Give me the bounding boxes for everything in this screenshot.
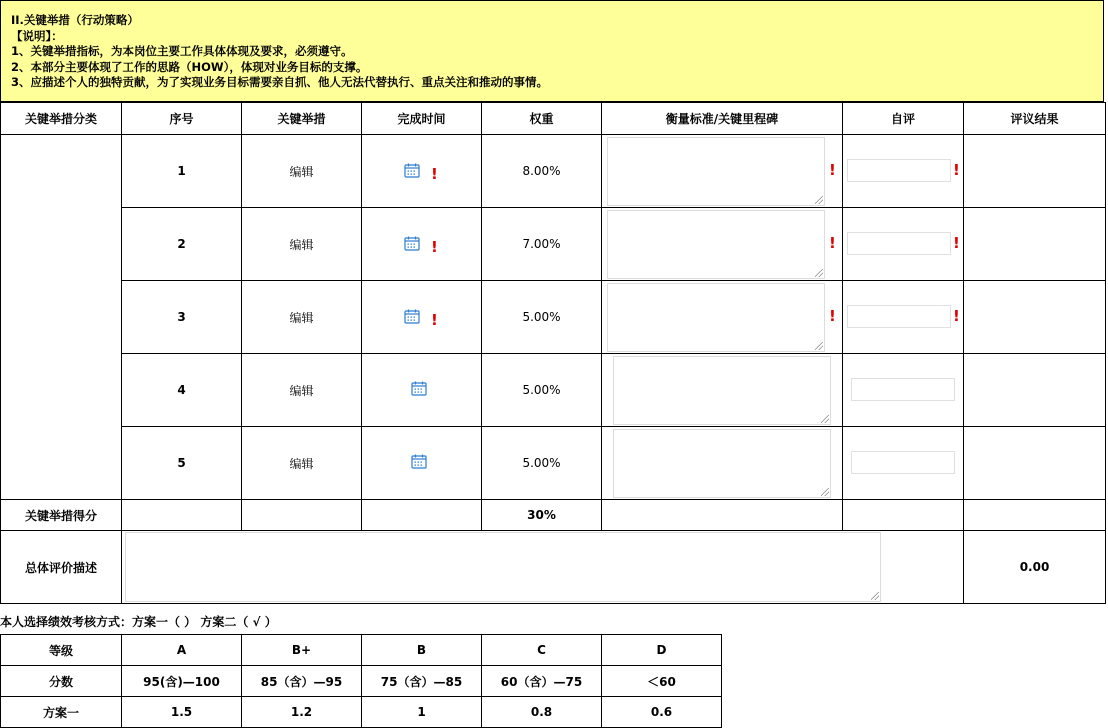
instruction-line-1: 1、关键举措指标，为本岗位主要工作具体体现及要求，必须遵守。 bbox=[11, 44, 353, 59]
row-no: 4 bbox=[122, 354, 242, 427]
criteria-cell bbox=[602, 281, 843, 354]
grade-cell: ＜60 bbox=[602, 666, 722, 697]
review-cell bbox=[964, 427, 1106, 500]
required-icon: ! bbox=[953, 161, 960, 179]
grade-cell: B+ bbox=[242, 635, 362, 666]
resize-handle-icon[interactable] bbox=[815, 269, 823, 277]
instruction-line-3: 3、应描述个人的独特贡献，为了实现业务目标需要亲自抓、他人无法代替执行、重点关注和推动的事情。 bbox=[11, 75, 548, 90]
overall-row bbox=[1, 531, 1106, 604]
grade-cell: 等级 bbox=[1, 635, 122, 666]
required-icon: ! bbox=[829, 161, 836, 179]
weight-total: 30% bbox=[482, 500, 602, 531]
criteria-cell bbox=[602, 135, 843, 208]
table-row bbox=[1, 281, 1106, 354]
calendar-icon[interactable] bbox=[411, 454, 427, 469]
review-cell bbox=[964, 208, 1106, 281]
instructions-label: 【说明】： bbox=[11, 28, 63, 43]
review-cell bbox=[964, 354, 1106, 427]
col-header-review: 评议结果 bbox=[964, 103, 1106, 135]
required-icon: ! bbox=[829, 234, 836, 252]
required-icon: ! bbox=[431, 311, 438, 329]
row-no: 5 bbox=[122, 427, 242, 500]
grade-row bbox=[1, 635, 722, 666]
criteria-textarea[interactable] bbox=[613, 429, 831, 498]
grade-cell: 1.5 bbox=[122, 697, 242, 728]
grade-cell: 75（含）—85 bbox=[362, 666, 482, 697]
table-row bbox=[1, 427, 1106, 500]
self-eval-input[interactable] bbox=[847, 232, 951, 255]
self-eval-cell bbox=[843, 208, 964, 281]
resize-handle-icon[interactable] bbox=[815, 342, 823, 350]
grade-cell: 方案一 bbox=[1, 697, 122, 728]
edit-link[interactable]: 编辑 bbox=[242, 281, 362, 354]
self-eval-input[interactable] bbox=[851, 378, 955, 401]
col-header-self-eval: 自评 bbox=[843, 103, 964, 135]
review-cell bbox=[964, 135, 1106, 208]
grade-table bbox=[0, 634, 722, 728]
row-no: 1 bbox=[122, 135, 242, 208]
category-cell bbox=[1, 135, 122, 500]
required-icon: ! bbox=[829, 307, 836, 325]
self-eval-input[interactable] bbox=[847, 305, 951, 328]
table-row bbox=[1, 135, 1106, 208]
table-row bbox=[1, 354, 1106, 427]
row-no: 2 bbox=[122, 208, 242, 281]
grade-cell: A bbox=[122, 635, 242, 666]
grade-cell: C bbox=[482, 635, 602, 666]
required-icon: ! bbox=[953, 234, 960, 252]
criteria-textarea[interactable] bbox=[607, 137, 825, 206]
resize-handle-icon[interactable] bbox=[815, 196, 823, 204]
score-row bbox=[1, 500, 1106, 531]
plan-one-row bbox=[1, 697, 722, 728]
edit-link[interactable]: 编辑 bbox=[242, 135, 362, 208]
deadline-cell bbox=[362, 354, 482, 427]
overall-score: 0.00 bbox=[964, 531, 1106, 604]
calendar-icon[interactable] bbox=[404, 236, 420, 251]
grade-cell: 95(含)—100 bbox=[122, 666, 242, 697]
calendar-icon[interactable] bbox=[404, 163, 420, 178]
self-eval-input[interactable] bbox=[847, 159, 951, 182]
empty-cell bbox=[602, 500, 843, 531]
criteria-cell bbox=[602, 208, 843, 281]
self-eval-cell bbox=[843, 281, 964, 354]
col-header-criteria: 衡量标准/关键里程碑 bbox=[602, 103, 843, 135]
weight-cell: 5.00% bbox=[482, 427, 602, 500]
col-header-deadline: 完成时间 bbox=[362, 103, 482, 135]
empty-cell bbox=[242, 500, 362, 531]
criteria-textarea[interactable] bbox=[607, 283, 825, 352]
section-title: II.关键举措（行动策略） bbox=[11, 13, 139, 27]
required-icon: ! bbox=[953, 307, 960, 325]
grade-cell: D bbox=[602, 635, 722, 666]
key-actions-table bbox=[0, 102, 1106, 604]
resize-handle-icon[interactable] bbox=[821, 415, 829, 423]
instruction-line-2: 2、本部分主要体现了工作的思路（HOW），体现对业务目标的支撑。 bbox=[11, 59, 368, 74]
criteria-cell bbox=[602, 354, 843, 427]
grade-cell: 0.8 bbox=[482, 697, 602, 728]
self-eval-cell bbox=[843, 427, 964, 500]
edit-link[interactable]: 编辑 bbox=[242, 208, 362, 281]
self-eval-cell bbox=[843, 135, 964, 208]
weight-cell: 5.00% bbox=[482, 354, 602, 427]
weight-cell: 5.00% bbox=[482, 281, 602, 354]
score-label: 关键举措得分 bbox=[1, 500, 122, 531]
deadline-cell bbox=[362, 281, 482, 354]
edit-link[interactable]: 编辑 bbox=[242, 354, 362, 427]
deadline-cell bbox=[362, 208, 482, 281]
overall-description-textarea[interactable] bbox=[125, 532, 881, 602]
grade-cell: B bbox=[362, 635, 482, 666]
empty-cell bbox=[843, 500, 964, 531]
edit-link[interactable]: 编辑 bbox=[242, 427, 362, 500]
empty-cell bbox=[122, 500, 242, 531]
grade-cell: 85（含）—95 bbox=[242, 666, 362, 697]
score-range-row bbox=[1, 666, 722, 697]
resize-handle-icon[interactable] bbox=[871, 592, 879, 600]
self-eval-cell bbox=[843, 354, 964, 427]
col-header-category: 关键举措分类 bbox=[1, 103, 122, 135]
calendar-icon[interactable] bbox=[404, 309, 420, 324]
col-header-weight: 权重 bbox=[482, 103, 602, 135]
deadline-cell bbox=[362, 135, 482, 208]
grade-cell: 分数 bbox=[1, 666, 122, 697]
overall-label: 总体评价描述 bbox=[1, 531, 122, 604]
overall-description-cell bbox=[122, 531, 964, 604]
self-eval-input[interactable] bbox=[851, 451, 955, 474]
weight-cell: 7.00% bbox=[482, 208, 602, 281]
grade-cell: 1 bbox=[362, 697, 482, 728]
empty-cell bbox=[362, 500, 482, 531]
resize-handle-icon[interactable] bbox=[821, 488, 829, 496]
calendar-icon[interactable] bbox=[411, 381, 427, 396]
row-no: 3 bbox=[122, 281, 242, 354]
plan-choice-text: 本人选择绩效考核方式：方案一（ ） 方案二（ √ ） bbox=[0, 615, 277, 629]
required-icon: ! bbox=[431, 238, 438, 256]
grade-cell: 0.6 bbox=[602, 697, 722, 728]
empty-cell bbox=[964, 500, 1106, 531]
deadline-cell bbox=[362, 427, 482, 500]
weight-cell: 8.00% bbox=[482, 135, 602, 208]
table-row bbox=[1, 208, 1106, 281]
grade-cell: 1.2 bbox=[242, 697, 362, 728]
required-icon: ! bbox=[431, 165, 438, 183]
col-header-no: 序号 bbox=[122, 103, 242, 135]
instructions-panel bbox=[0, 0, 1104, 102]
grade-cell: 60（含）—75 bbox=[482, 666, 602, 697]
col-header-action: 关键举措 bbox=[242, 103, 362, 135]
criteria-textarea[interactable] bbox=[607, 210, 825, 279]
table-header-row bbox=[1, 103, 1106, 135]
review-cell bbox=[964, 281, 1106, 354]
criteria-textarea[interactable] bbox=[613, 356, 831, 425]
criteria-cell bbox=[602, 427, 843, 500]
